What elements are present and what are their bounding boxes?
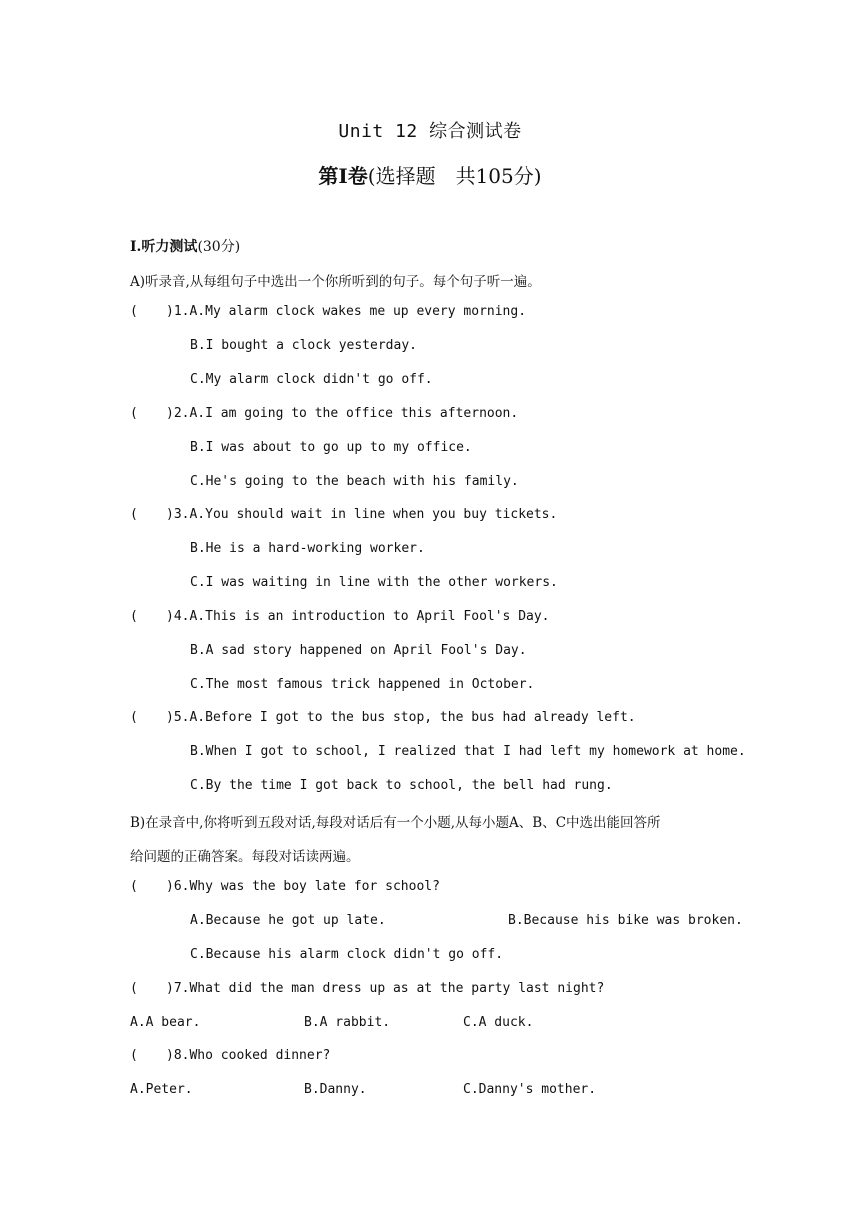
question-8-stem: )8.Who cooked dinner? <box>166 1048 331 1063</box>
question-2-option-b: B.I was about to go up to my office. <box>190 440 472 455</box>
answer-blank: ( <box>130 406 138 421</box>
question-8-option-b: B.Danny. <box>304 1082 367 1097</box>
answer-blank: ( <box>130 507 138 522</box>
question-5-option-b: B.When I got to school, I realized that I had left my homework at home. <box>190 744 746 759</box>
question-1-stem: )1.A.My alarm clock wakes me up every morning. <box>166 304 527 319</box>
question-3-option-c: C.I was waiting in line with the other workers. <box>190 575 558 590</box>
question-7 <box>130 981 604 996</box>
question-5 <box>130 710 636 725</box>
question-4 <box>130 609 550 624</box>
answer-blank: ( <box>130 304 138 319</box>
question-3-option-b: B.He is a hard-working worker. <box>190 541 425 556</box>
question-5-option-c: C.By the time I got back to school, the bell had rung. <box>190 778 613 793</box>
question-4-option-c: C.The most famous trick happened in October. <box>190 677 535 692</box>
section-title: Ⅰ.听力测试 <box>130 239 198 255</box>
question-7-option-c: C.A duck. <box>463 1015 534 1030</box>
answer-blank: ( <box>130 1048 138 1063</box>
question-6-option-c: C.Because his alarm clock didn't go off. <box>190 947 504 962</box>
paper-subtitle <box>0 160 860 189</box>
question-8 <box>130 1048 330 1063</box>
answer-blank: ( <box>130 609 138 624</box>
question-6-option-a: A.Because he got up late. <box>190 913 386 928</box>
question-3-stem: )3.A.You should wait in line when you buy tickets. <box>166 507 558 522</box>
part-b-instruction-line1: B)在录音中,你将听到五段对话,每段对话后有一个小题,从每小题A、B、C中选出能回答所 <box>130 815 661 831</box>
question-7-option-b: B.A rabbit. <box>304 1015 391 1030</box>
question-2-option-c: C.He's going to the beach with his family. <box>190 474 519 489</box>
question-7-option-a: A.A bear. <box>130 1015 201 1030</box>
answer-blank: ( <box>130 879 138 894</box>
question-2 <box>130 406 518 421</box>
section-heading <box>130 236 240 256</box>
answer-blank: ( <box>130 710 138 725</box>
question-6 <box>130 879 440 894</box>
question-5-stem: )5.A.Before I got to the bus stop, the bus had already left. <box>166 710 636 725</box>
question-6-stem: )6.Why was the boy late for school? <box>166 879 440 894</box>
question-1 <box>130 304 526 319</box>
part-a-instruction: A)听录音,从每组句子中选出一个你所听到的句子。每个句子听一遍。 <box>130 274 541 290</box>
answer-blank: ( <box>130 981 138 996</box>
question-2-stem: )2.A.I am going to the office this afternoon. <box>166 406 519 421</box>
question-4-stem: )4.A.This is an introduction to April Fool's Day. <box>166 609 550 624</box>
question-1-option-c: C.My alarm clock didn't go off. <box>190 372 433 387</box>
question-8-option-c: C.Danny's mother. <box>463 1082 597 1097</box>
question-4-option-b: B.A sad story happened on April Fool's Day. <box>190 643 527 658</box>
question-3 <box>130 507 557 522</box>
volume-note: (选择题 共105分) <box>367 164 542 188</box>
section-points: (30分) <box>197 239 241 255</box>
question-6-option-b: B.Because his bike was broken. <box>508 913 743 928</box>
page-title: Unit 12 综合测试卷 <box>338 121 522 142</box>
part-b-instruction-line2: 给问题的正确答案。每段对话读两遍。 <box>130 849 360 865</box>
question-7-stem: )7.What did the man dress up as at the party last night? <box>166 981 605 996</box>
question-1-option-b: B.I bought a clock yesterday. <box>190 338 417 353</box>
volume-label: 第Ⅰ卷 <box>318 164 368 188</box>
question-8-option-a: A.Peter. <box>130 1082 193 1097</box>
